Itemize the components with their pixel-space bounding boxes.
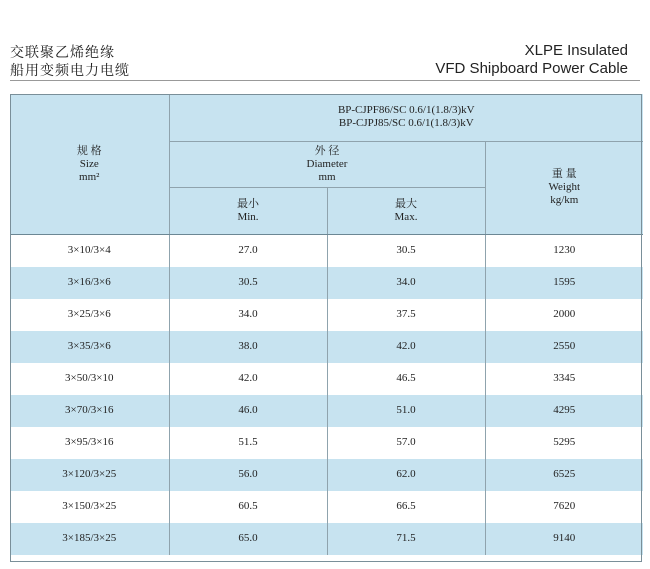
title-en-line2: VFD Shipboard Power Cable bbox=[435, 60, 628, 77]
model-header bbox=[169, 94, 643, 141]
max-cell: 34.0 bbox=[327, 267, 485, 299]
table-row bbox=[10, 299, 643, 331]
weight-header-unit: kg/km bbox=[550, 194, 579, 207]
weight-header bbox=[485, 141, 643, 234]
diameter-header-unit: mm bbox=[318, 170, 336, 183]
diameter-header-en: Diameter bbox=[306, 157, 348, 170]
size-cell: 3×120/3×25 bbox=[10, 459, 169, 491]
max-cell: 42.0 bbox=[327, 331, 485, 363]
weight-cell: 5295 bbox=[485, 427, 643, 459]
min-cell: 38.0 bbox=[169, 331, 327, 363]
size-header-cn: 规 格 bbox=[76, 144, 102, 157]
max-header bbox=[327, 187, 485, 234]
max-cell: 37.5 bbox=[327, 299, 485, 331]
max-cell: 51.0 bbox=[327, 395, 485, 427]
size-header bbox=[10, 94, 169, 234]
table-row bbox=[10, 427, 643, 459]
max-header-en: Max. bbox=[394, 210, 418, 223]
weight-header-en: Weight bbox=[548, 181, 580, 194]
min-header-cn: 最小 bbox=[237, 197, 259, 210]
weight-cell: 9140 bbox=[485, 523, 643, 555]
size-cell: 3×35/3×6 bbox=[10, 331, 169, 363]
min-cell: 34.0 bbox=[169, 299, 327, 331]
table-row bbox=[10, 459, 643, 491]
weight-cell: 1595 bbox=[485, 267, 643, 299]
size-cell: 3×50/3×10 bbox=[10, 363, 169, 395]
min-cell: 51.5 bbox=[169, 427, 327, 459]
model-line-2: BP-CJPJ85/SC 0.6/1(1.8/3)kV bbox=[338, 117, 474, 130]
size-cell: 3×150/3×25 bbox=[10, 491, 169, 523]
size-cell: 3×16/3×6 bbox=[10, 267, 169, 299]
header-rule bbox=[10, 80, 640, 81]
size-cell: 3×185/3×25 bbox=[10, 523, 169, 555]
table-row bbox=[10, 395, 643, 427]
min-cell: 56.0 bbox=[169, 459, 327, 491]
weight-cell: 3345 bbox=[485, 363, 643, 395]
table-row bbox=[10, 491, 643, 523]
max-header-cn: 最大 bbox=[395, 197, 417, 210]
weight-cell: 1230 bbox=[485, 235, 643, 267]
title-cn-line1: 交联聚乙烯绝缘 bbox=[10, 45, 115, 61]
weight-header-cn: 重 量 bbox=[551, 168, 577, 181]
spec-table bbox=[10, 94, 643, 555]
diameter-header bbox=[169, 141, 485, 187]
max-cell: 57.0 bbox=[327, 427, 485, 459]
size-cell: 3×70/3×16 bbox=[10, 395, 169, 427]
size-cell: 3×25/3×6 bbox=[10, 299, 169, 331]
min-cell: 65.0 bbox=[169, 523, 327, 555]
max-cell: 71.5 bbox=[327, 523, 485, 555]
model-line-1: BP-CJPF86/SC 0.6/1(1.8/3)kV bbox=[337, 104, 475, 117]
title-en-line1: XLPE Insulated bbox=[524, 42, 628, 59]
min-cell: 30.5 bbox=[169, 267, 327, 299]
min-cell: 42.0 bbox=[169, 363, 327, 395]
weight-cell: 7620 bbox=[485, 491, 643, 523]
max-cell: 46.5 bbox=[327, 363, 485, 395]
max-cell: 66.5 bbox=[327, 491, 485, 523]
title-cn-line2: 船用变频电力电缆 bbox=[10, 63, 130, 79]
weight-cell: 6525 bbox=[485, 459, 643, 491]
table-row bbox=[10, 331, 643, 363]
size-cell: 3×10/3×4 bbox=[10, 235, 169, 267]
min-header-en: Min. bbox=[237, 210, 259, 223]
max-cell: 62.0 bbox=[327, 459, 485, 491]
size-header-en: Size bbox=[79, 157, 99, 170]
weight-cell: 2000 bbox=[485, 299, 643, 331]
weight-cell: 4295 bbox=[485, 395, 643, 427]
table-row bbox=[10, 523, 643, 555]
min-cell: 27.0 bbox=[169, 235, 327, 267]
size-cell: 3×95/3×16 bbox=[10, 427, 169, 459]
weight-cell: 2550 bbox=[485, 331, 643, 363]
min-cell: 60.5 bbox=[169, 491, 327, 523]
table-row bbox=[10, 235, 643, 267]
min-cell: 46.0 bbox=[169, 395, 327, 427]
diameter-header-cn: 外 径 bbox=[314, 144, 340, 157]
table-row bbox=[10, 363, 643, 395]
min-header bbox=[169, 187, 327, 234]
size-header-unit: mm² bbox=[79, 170, 100, 183]
table-row bbox=[10, 267, 643, 299]
max-cell: 30.5 bbox=[327, 235, 485, 267]
